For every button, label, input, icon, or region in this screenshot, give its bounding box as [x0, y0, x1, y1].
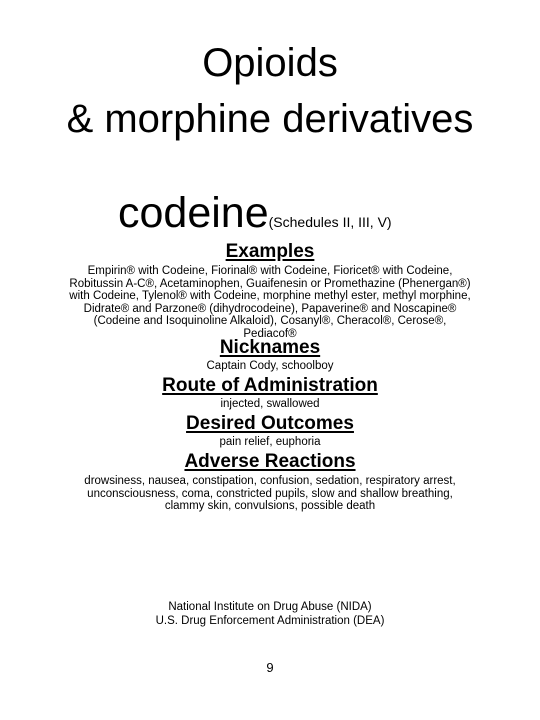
reactions-heading-text: Adverse Reactions	[184, 451, 356, 472]
source-nida: National Institute on Drug Abuse (NIDA)	[168, 601, 372, 613]
reactions-text: drowsiness, nausea, constipation, confusion, sedation, respiratory arrest, unconsciousness, coma, constricted pupils, slow and shallow breathing, clammy skin, convulsions, possible death	[84, 475, 456, 513]
outcomes-heading	[0, 413, 540, 435]
outcomes-heading-text: Desired Outcomes	[186, 413, 354, 434]
nicknames-heading-text: Nicknames	[219, 337, 321, 358]
drug-heading	[118, 189, 392, 237]
reactions-heading	[0, 451, 540, 473]
examples-heading	[0, 241, 540, 263]
source-dea: U.S. Drug Enforcement Administration (DEA)	[155, 615, 385, 627]
page-title-line-1: Opioids	[202, 41, 338, 85]
outcomes-text: pain relief, euphoria	[219, 436, 321, 448]
route-text: injected, swallowed	[220, 398, 320, 410]
page-number: 9	[266, 660, 274, 675]
route-heading-text: Route of Administration	[162, 375, 378, 396]
drug-schedule: (Schedules II, III, V)	[268, 214, 392, 230]
drug-name: codeine	[118, 189, 269, 237]
route-heading	[0, 375, 540, 397]
page-title-line-2: & morphine derivatives	[66, 97, 474, 141]
examples-text: Empirin® with Codeine, Fiorinal® with Codeine, Fioricet® with Codeine, Robitussin A-C®, Acetaminophen, Guaifenesin or Promethazine (Phenergan®) with Codeine, Tylenol® with Codeine, morphine methyl ester, methyl morphine, Didrate® and Parzone® (dihydrocodeine), Papaverine® and Noscapine® (Codeine and Isoquinoline Alkaloid), Cosanyl®, Cheracol®, Cerose®, Pediacof®	[69, 265, 471, 340]
nicknames-heading	[0, 337, 540, 359]
examples-heading-text: Examples	[225, 241, 315, 262]
nicknames-text: Captain Cody, schoolboy	[206, 360, 334, 372]
